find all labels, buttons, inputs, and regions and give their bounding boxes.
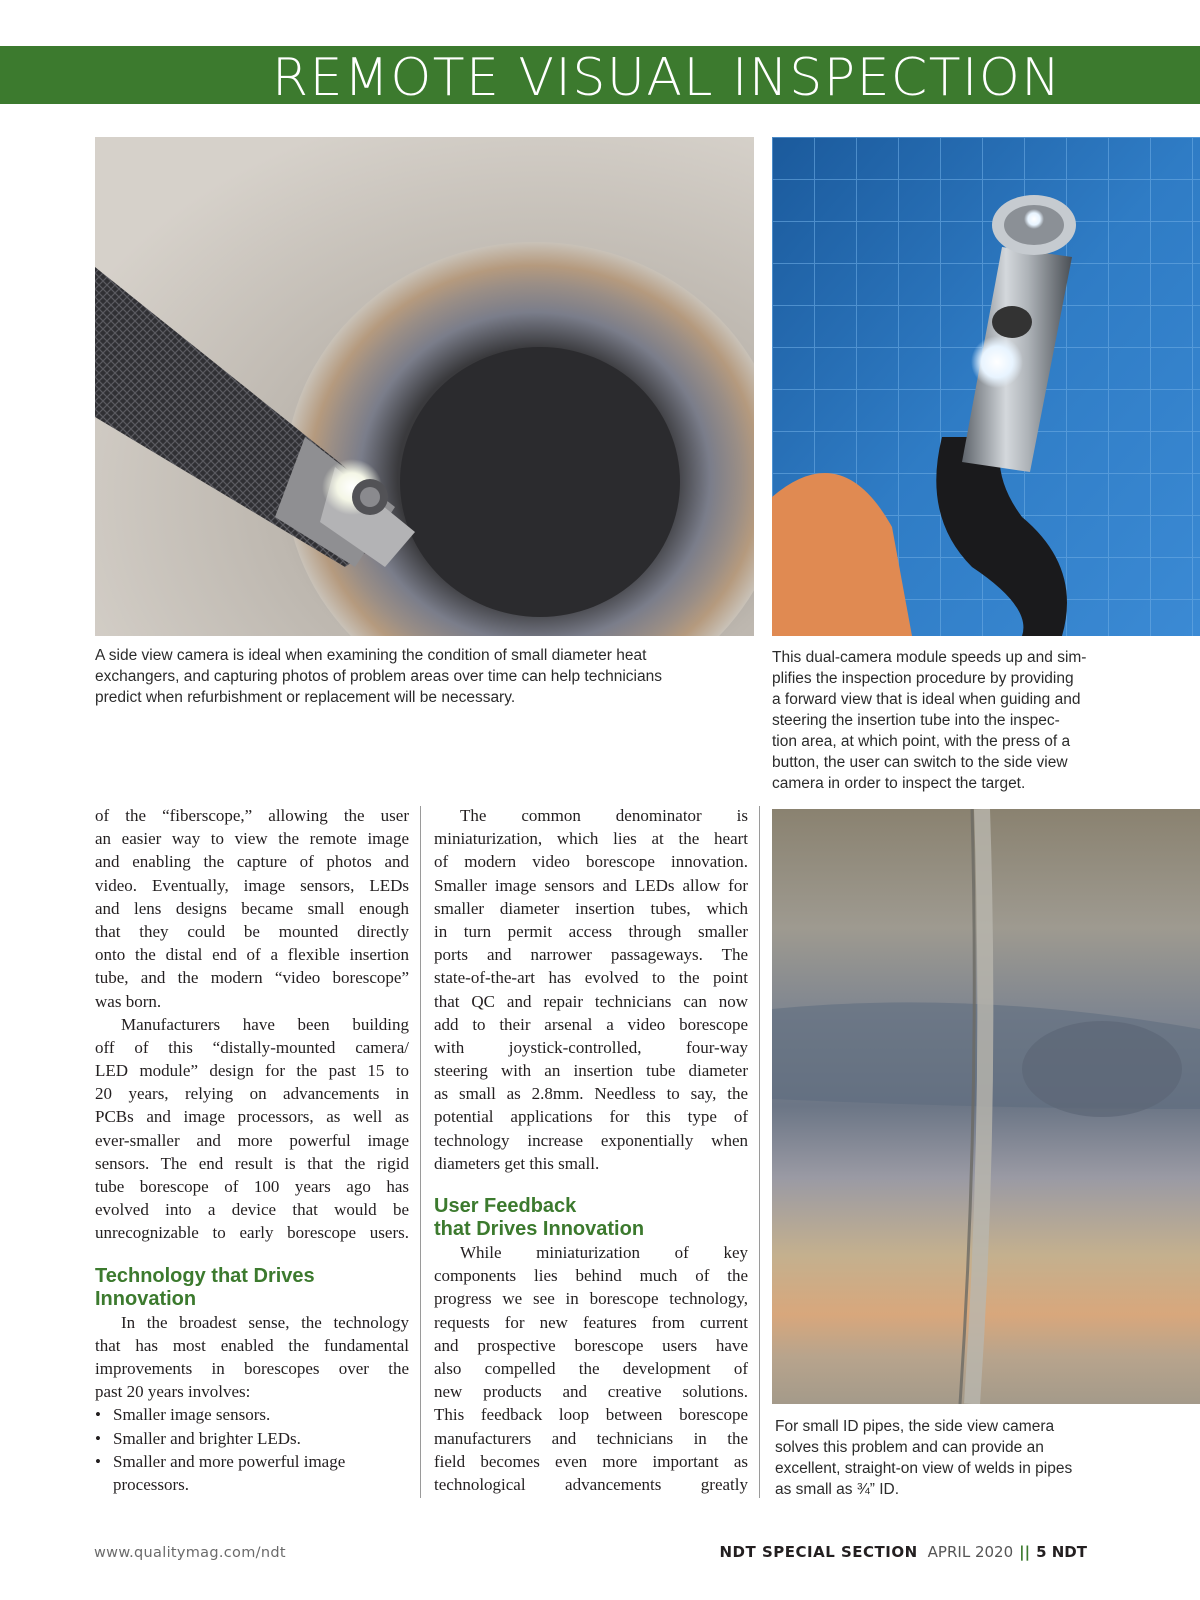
page-number: 5 NDT (1036, 1543, 1087, 1561)
footer-folio (720, 1543, 1088, 1561)
list-item: • Smaller and brighter LEDs. (95, 1427, 409, 1450)
section-title: REMOTE VISUAL INSPECTION (272, 48, 1062, 108)
caption-side-view-camera: A side view camera is ideal when examining the condition of small diameter heat exchangers, and capturing photos of problem areas over time can help technicians predict when refurbishment or replacement will be necessary. (95, 647, 662, 706)
photo-pipe-weld (772, 809, 1200, 1404)
list-item: • Smaller image sensors. (95, 1403, 409, 1426)
heading-technology-innovation: Technology that Drives (95, 1264, 315, 1287)
article-column-2: The common denominator is miniaturization, which lies at the heart of modern video borescope innovation. Smaller image sensors and LEDs allow for smaller diameter insertion tubes, which in turn permit access through smaller ports and narrower passageways. The state-of-the-art has evolved to the point that QC and repair technicians can now add to their arsenal a video borescope with joystick-controlled, four-way steering with an insertion tube diameter as small as 2.8mm. Needless to say, the potential applications for this type of technology increase exponentially when diameters get this small. User Feedback that Drives Innovation While miniaturization of key components lies behind much of the progress we see in borescope technology, requests for new features from current and prospective borescope users have also compelled the development of new products and creative solutions. This feedback loop between borescope manufacturers and technicians in the field becomes even more important as technological advancements greatly (434, 806, 748, 1494)
photo-side-view-camera (95, 137, 754, 636)
column-divider (420, 806, 421, 1498)
footer-url: www.qualitymag.com/ndt (94, 1545, 286, 1561)
heading-user-feedback: User Feedback (434, 1195, 577, 1217)
caption-pipe-weld: For small ID pipes, the side view camera solves this problem and can provide an excellent, straight-on view of welds in pipes as small as ¾” ID. (775, 1418, 1073, 1498)
footer-date: APRIL 2020 (927, 1543, 1014, 1561)
column-divider (759, 806, 760, 1498)
footer-section: NDT SPECIAL SECTION (719, 1543, 918, 1561)
photo-dual-camera-module (772, 137, 1200, 636)
list-item: • Smaller and more powerful image (95, 1450, 409, 1473)
article-column-1: of the “fiberscope,” allowing the user an easier way to view the remote image and enabling the capture of photos and video. Eventually, image sensors, LEDs and lens designs became small enough that they could be mounted directly onto the distal end of a flexible insertion tube, and the modern “video borescope” was born. Manufacturers have been building off of this “distally-mounted camera/ LED module” design for the past 15 to 20 years, relying on advancements in PCBs and image processors, as well as ever-smaller and more powerful image sensors. The end result is that the rigid tube borescope of 100 years ago has evolved into a device that would be unrecognizable to early borescope users. Technology that Drives Innovation In the broadest sense, the technology that has most enabled the fundamental improvements in borescopes over the past 20 years involves: • Smaller image sensors. • Smaller and brighter LEDs. • Smaller and more powerful image processors. (95, 804, 409, 1496)
caption-dual-camera-module: This dual-camera module speeds up and sim- plifies the inspection procedure by providing a forward view that is ideal when guiding and steering the insertion tube into the inspec- tion area, at which point, with the press of a button, the user can switch to the side view camera in order to inspect the target. (772, 649, 1087, 792)
footer-separator: || (1019, 1543, 1031, 1561)
